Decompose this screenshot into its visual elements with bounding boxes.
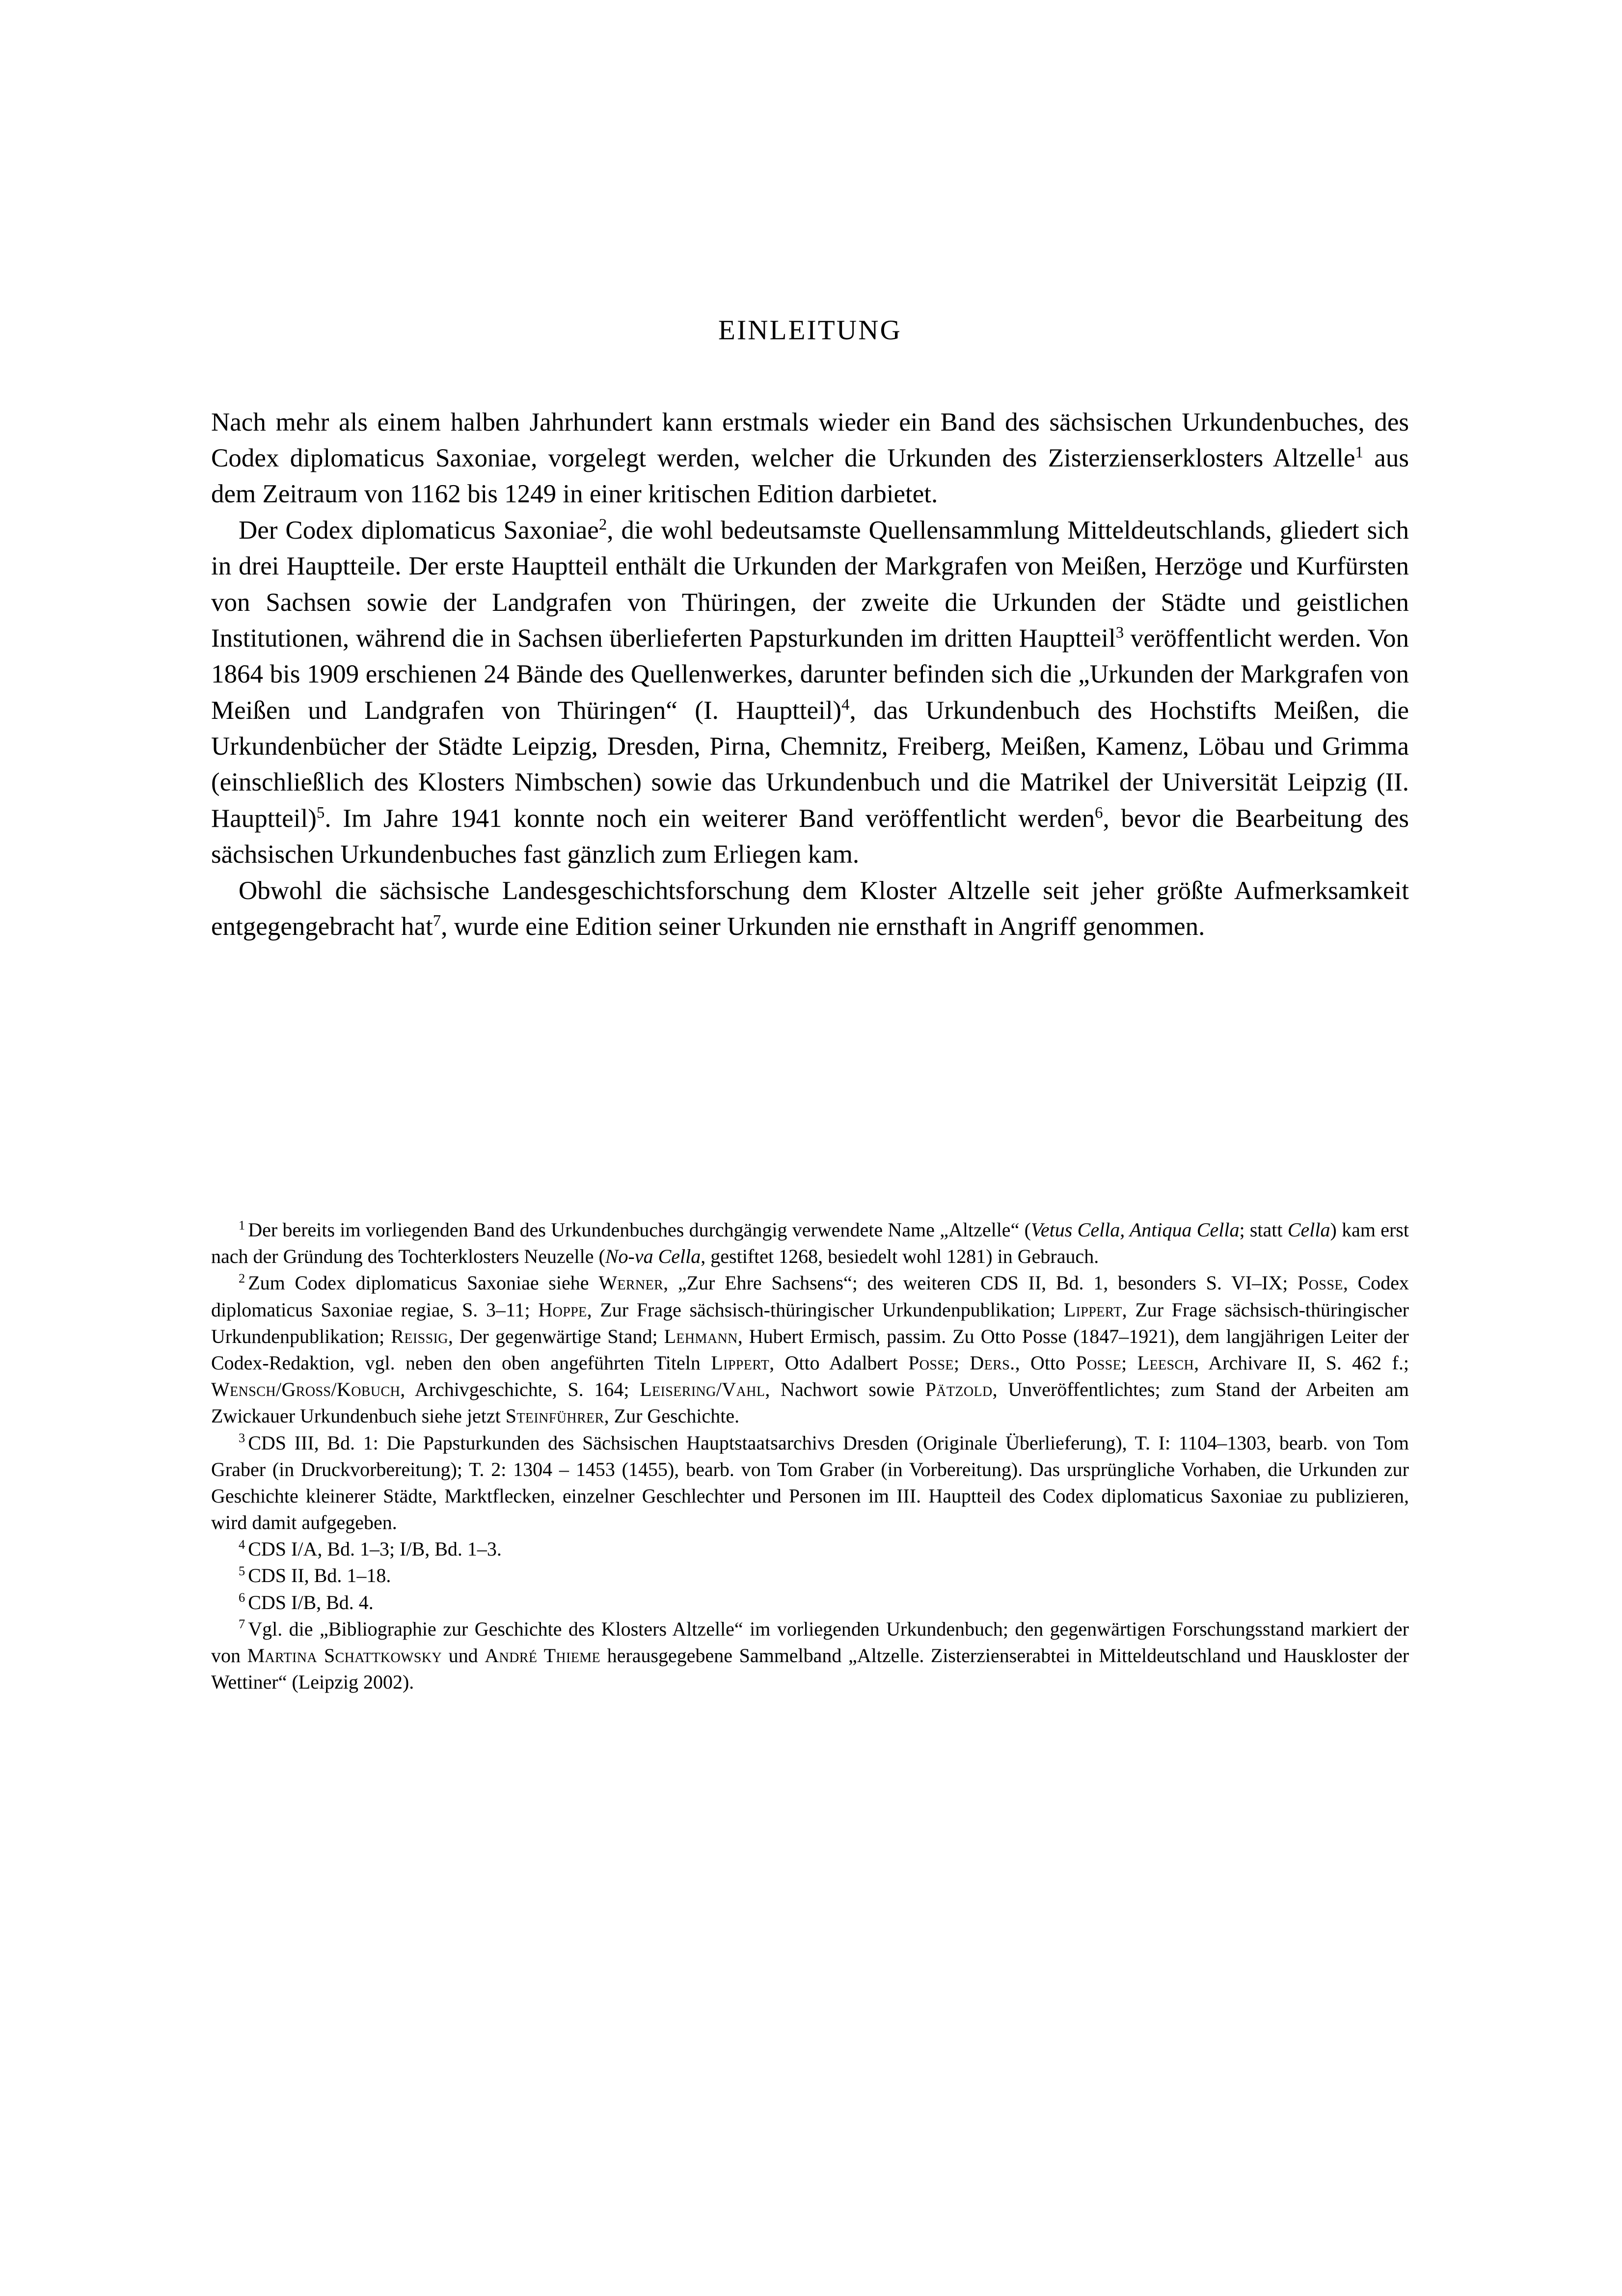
footnote-name-reissig: Reissig [391, 1325, 448, 1347]
footnote-name-lippert-2: Lippert [711, 1351, 770, 1374]
body-text-block [211, 405, 1409, 945]
footnote-name-lehmann: Lehmann [664, 1325, 738, 1347]
footnote-name-paetzold: Pätzold [925, 1378, 993, 1401]
footnote-1: $^1$ Der bereits im vorliegenden Band des Urkundenbuches durchgängig verwendete Name „Altzelle“ (Vetus Cella, Antiqua Cella; statt Cella) kam erst nach der Gründung des Tochterklosters Neuzelle (No-va Cella, gestiftet 1268, besiedelt wohl 1281) in Gebrauch. [211, 1217, 1409, 1268]
footnote-name-posse-3: Posse [1076, 1351, 1122, 1374]
footnote-ref-4[interactable]: 4 [841, 696, 850, 714]
footnote-number-7: 7 [239, 1616, 245, 1632]
page-title: EINLEITUNG [718, 315, 902, 346]
footnote-italic-run: No-va Cella [605, 1245, 701, 1268]
footnote-name-leisering-vahl: Leisering/Vahl [640, 1378, 765, 1401]
footnote-7: $^7$ Vgl. die „Bibliographie zur Geschichte des Klosters Altzelle“ im vorliegenden Urkundenbuch; den gegenwärtigen Forschungsstand markiert der von Martina Schattkowsky und André Thieme herausgegebene Sammelband „Altzelle. Zisterzienserabtei in Mitteldeutschland und Hauskloster der Wettiner“ (Leipzig 2002). [211, 1616, 1409, 1694]
body-paragraph-2: Der Codex diplomaticus Saxoniae$^2$, die wohl bedeutsamste Quellensammlung Mitteldeutschlands, gliedert sich in drei Hauptteile. Der erste Hauptteil enthält die Urkunden der Markgrafen von Meißen, Herzöge und Kurfürsten von Sachsen sowie der Landgrafen von Thüringen, der zweite die Urkunden der Städte und geistlichen Institutionen, während die in Sachsen überlieferten Papsturkunden im dritten Hauptteil$^3$ veröffentlicht werden. Von 1864 bis 1909 erschienen 24 Bände des Quellenwerkes, darunter befinden sich die „Urkunden der Markgrafen von Meißen und Landgrafen von Thüringen“ (I. Hauptteil)$^4$, das Urkundenbuch des Hochstifts Meißen, die Urkundenbücher der Städte Leipzig, Dresden, Pirna, Chemnitz, Freiberg, Meißen, Kamenz, Löbau und Grimma (einschließlich des Klosters Nimbschen) sowie das Urkundenbuch und die Matrikel der Universität Leipzig (II. Hauptteil)$^5$. Im Jahre 1941 konnte noch ein weiterer Band veröffentlicht werden$^6$, bevor die Bearbeitung des sächsischen Urkundenbuches fast gänzlich zum Erliegen kam. [211, 516, 1409, 869]
body-paragraph-3: Obwohl die sächsische Landesgeschichtsforschung dem Kloster Altzelle seit jeher größte Aufmerksamkeit entgegengebracht hat$^7$, wurde eine Edition seiner Urkunden nie ernsthaft in Angriff genommen. [211, 876, 1409, 941]
footnote-name-lippert: Lippert [1063, 1298, 1122, 1321]
footnote-2: $^2$ Zum Codex diplomaticus Saxoniae siehe Werner, „Zur Ehre Sachsens“; des weiteren CDS II, Bd. 1, besonders S. VI–IX; Posse, Codex diplomaticus Saxoniae regiae, S. 3–11; Hoppe, Zur Frage sächsisch-thüringischer Urkundenpublikation; Lippert, Zur Frage sächsisch-thüringischer Urkundenpublikation; Reissig, Der gegenwärtige Stand; Lehmann, Hubert Ermisch, passim. Zu Otto Posse (1847–1921), dem langjährigen Leiter der Codex-Redaktion, vgl. neben den oben angeführten Titeln Lippert, Otto Adalbert Posse; Ders., Otto Posse; Leesch, Archivare II, S. 462 f.; Wensch/Gross/Kobuch, Archivgeschichte, S. 164; Leisering/Vahl, Nachwort sowie Pätzold, Unveröffentlichtes; zum Stand der Arbeiten am Zwickauer Urkundenbuch siehe jetzt Steinführer, Zur Geschichte. [211, 1271, 1409, 1427]
footnote-ref-2[interactable]: 2 [598, 516, 607, 534]
footnote-name-werner: Werner [598, 1272, 664, 1294]
footnote-number-3: 3 [239, 1430, 245, 1446]
footnote-name-wensch-gross-kobuch: Wensch/Gross/Kobuch [211, 1378, 401, 1401]
footnote-number-1: 1 [239, 1217, 245, 1232]
footnote-5: $^5$ CDS II, Bd. 1–18. [239, 1563, 391, 1587]
footnote-name-andre-thieme: André Thieme [485, 1644, 601, 1667]
footnote-name-martina-schattkowsky: Martina Schattkowsky [247, 1644, 442, 1667]
footnote-italic-run: Vetus Cella, Antiqua Cella [1030, 1219, 1240, 1241]
footnote-name-ders: Ders. [970, 1351, 1015, 1374]
footnote-apparatus [211, 1217, 1409, 1695]
body-paragraph-1: Nach mehr als einem halben Jahrhundert kann erstmals wieder ein Band des sächsischen Urkundenbuches, des Codex diplomaticus Saxoniae, vorgelegt werden, welcher die Urkunden des Zisterzienserklosters Altzelle$^1$ aus dem Zeitraum von 1162 bis 1249 in einer kritischen Edition darbietet. [211, 408, 1409, 509]
footnote-ref-6[interactable]: 6 [1095, 804, 1103, 822]
footnote-name-leesch: Leesch [1137, 1351, 1194, 1374]
footnote-name-posse-2: Posse [908, 1351, 954, 1374]
footnote-number-6: 6 [239, 1590, 245, 1605]
footnote-number-4: 4 [239, 1536, 245, 1552]
footnote-number-5: 5 [239, 1563, 245, 1579]
footnote-name-hoppe: Hoppe [538, 1298, 587, 1321]
footnote-3: $^3$ CDS III, Bd. 1: Die Papsturkunden des Sächsischen Hauptstaatsarchivs Dresden (Originale Überlieferung), T. I: 1104–1303, bearb. von Tom Graber (in Druckvorbereitung); T. 2: 1304 – 1453 (1455), bearb. von Tom Graber (in Vorbereitung). Das ursprüngliche Vorhaben, die Urkunden zur Geschichte kleinerer Städte, Marktflecken, einzelner Geschlechter und Personen im III. Hauptteil des Codex diplomaticus Saxoniae zu publizieren, wird damit aufgegeben. [211, 1430, 1409, 1534]
page-content [211, 314, 1409, 945]
footnote-ref-3[interactable]: 3 [1115, 624, 1124, 642]
footnote-italic-run: Cella [1287, 1219, 1330, 1241]
footnote-4: $^4$ CDS I/A, Bd. 1–3; I/B, Bd. 1–3. [239, 1536, 502, 1560]
footnote-6: $^6$ CDS I/B, Bd. 4. [239, 1590, 374, 1613]
footnote-number-2: 2 [239, 1271, 245, 1286]
footnote-ref-5[interactable]: 5 [316, 804, 325, 822]
footnote-ref-1[interactable]: 1 [1355, 443, 1363, 462]
footnote-name-posse: Posse [1298, 1272, 1343, 1294]
footnote-ref-7[interactable]: 7 [433, 912, 441, 930]
footnote-name-steinfuehrer: Steinführer [505, 1405, 604, 1427]
